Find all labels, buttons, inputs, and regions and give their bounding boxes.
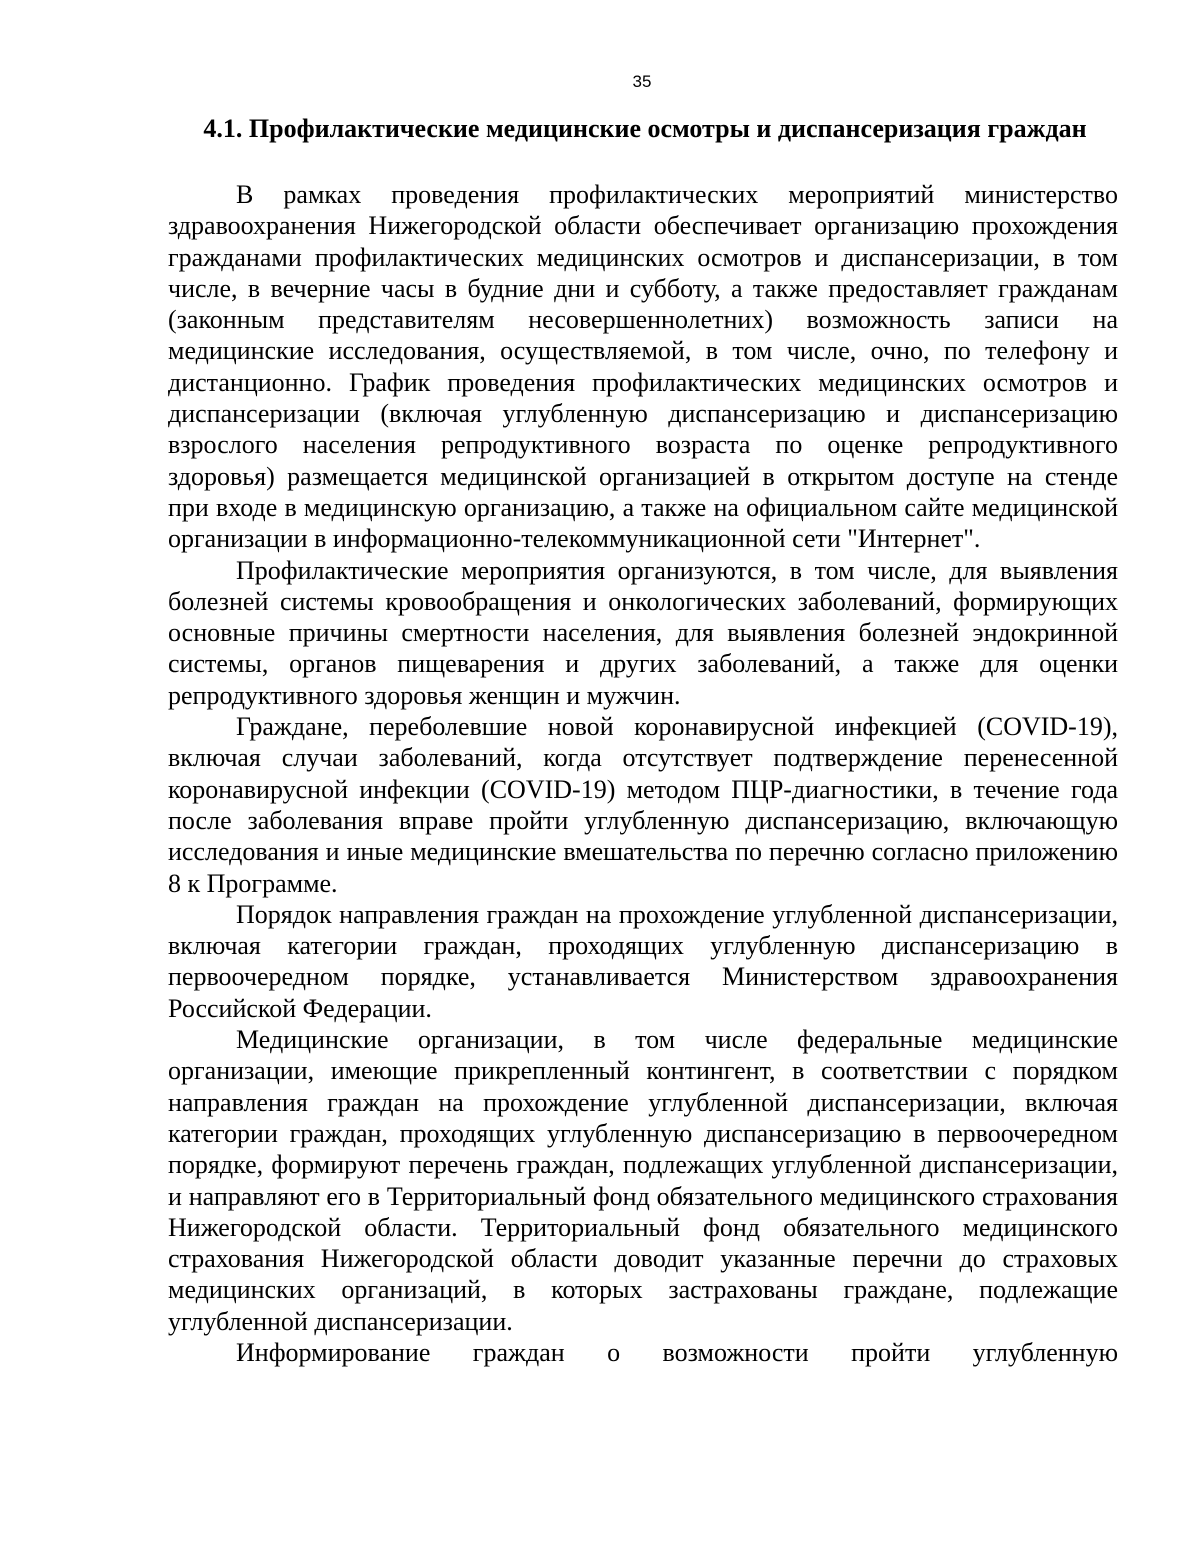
- paragraph-6: Информирование граждан о возможности пройти углубленную: [236, 1337, 1118, 1367]
- paragraph-2: Профилактические мероприятия организуются, в том числе, для выявления болезней системы кровообращения и онкологических заболеваний, формирующих основные причины смертности населения, для выявления болезней эндокринной системы, органов пищеварения и других заболеваний, а также для оценки репродуктивного здоровья женщин и мужчин.: [168, 555, 1118, 710]
- paragraph-5: Медицинские организации, в том числе федеральные медицинские организации, имеющие прикрепленный контингент, в соответствии с порядком направления граждан на прохождение углубленной диспансеризации, включая категории граждан, проходящих углубленную диспансеризацию в первоочередном порядке, формируют перечень граждан, подлежащих углубленной диспансеризации, и направляют его в Территориальный фонд обязательного медицинского страхования Нижегородской области. Территориальный фонд обязательного медицинского страхования Нижегородской области доводит указанные перечни до страховых медицинских организаций, в которых застрахованы граждане, подлежащие углубленной диспансеризации.: [168, 1025, 1118, 1336]
- paragraph-1: В рамках проведения профилактических мероприятий министерство здравоохранения Нижегородской области обеспечивает организацию прохождения гражданами профилактических медицинских осмотров и диспансеризации, в том числе, в вечерние часы в будние дни и субботу, а также предоставляет гражданам (законным представителям несовершеннолетних) возможность записи на медицинские исследования, осуществляемой, в том числе, очно, по телефону и дистанционно. График проведения профилактических медицинских осмотров и диспансеризации (включая углубленную диспансеризацию и диспансеризацию взрослого населения репродуктивного возраста по оценке репродуктивного здоровья) размещается медицинской организацией в открытом доступе на стенде при входе в медицинскую организацию, а также на официальном сайте медицинской организации в информационно-телекоммуникационной сети "Интернет".: [168, 180, 1118, 554]
- section-heading: 4.1. Профилактические медицинские осмотры и диспансеризация граждан: [203, 114, 1087, 143]
- paragraph-3: Граждане, переболевшие новой коронавирусной инфекцией (COVID-19), включая случаи заболеваний, когда отсутствует подтверждение перенесенной коронавирусной инфекции (COVID-19) методом ПЦР-диагностики, в течение года после заболевания вправе пройти углубленную диспансеризацию, включающую исследования и иные медицинские вмешательства по перечню согласно приложению 8 к Программе.: [168, 712, 1118, 898]
- paragraph-4: Порядок направления граждан на прохождение углубленной диспансеризации, включая категории граждан, проходящих углубленную диспансеризацию в первоочередном порядке, устанавливается Министерством здравоохранения Российской Федерации.: [168, 899, 1118, 1023]
- body-text: [168, 179, 1118, 1368]
- page-number: 35: [632, 72, 652, 91]
